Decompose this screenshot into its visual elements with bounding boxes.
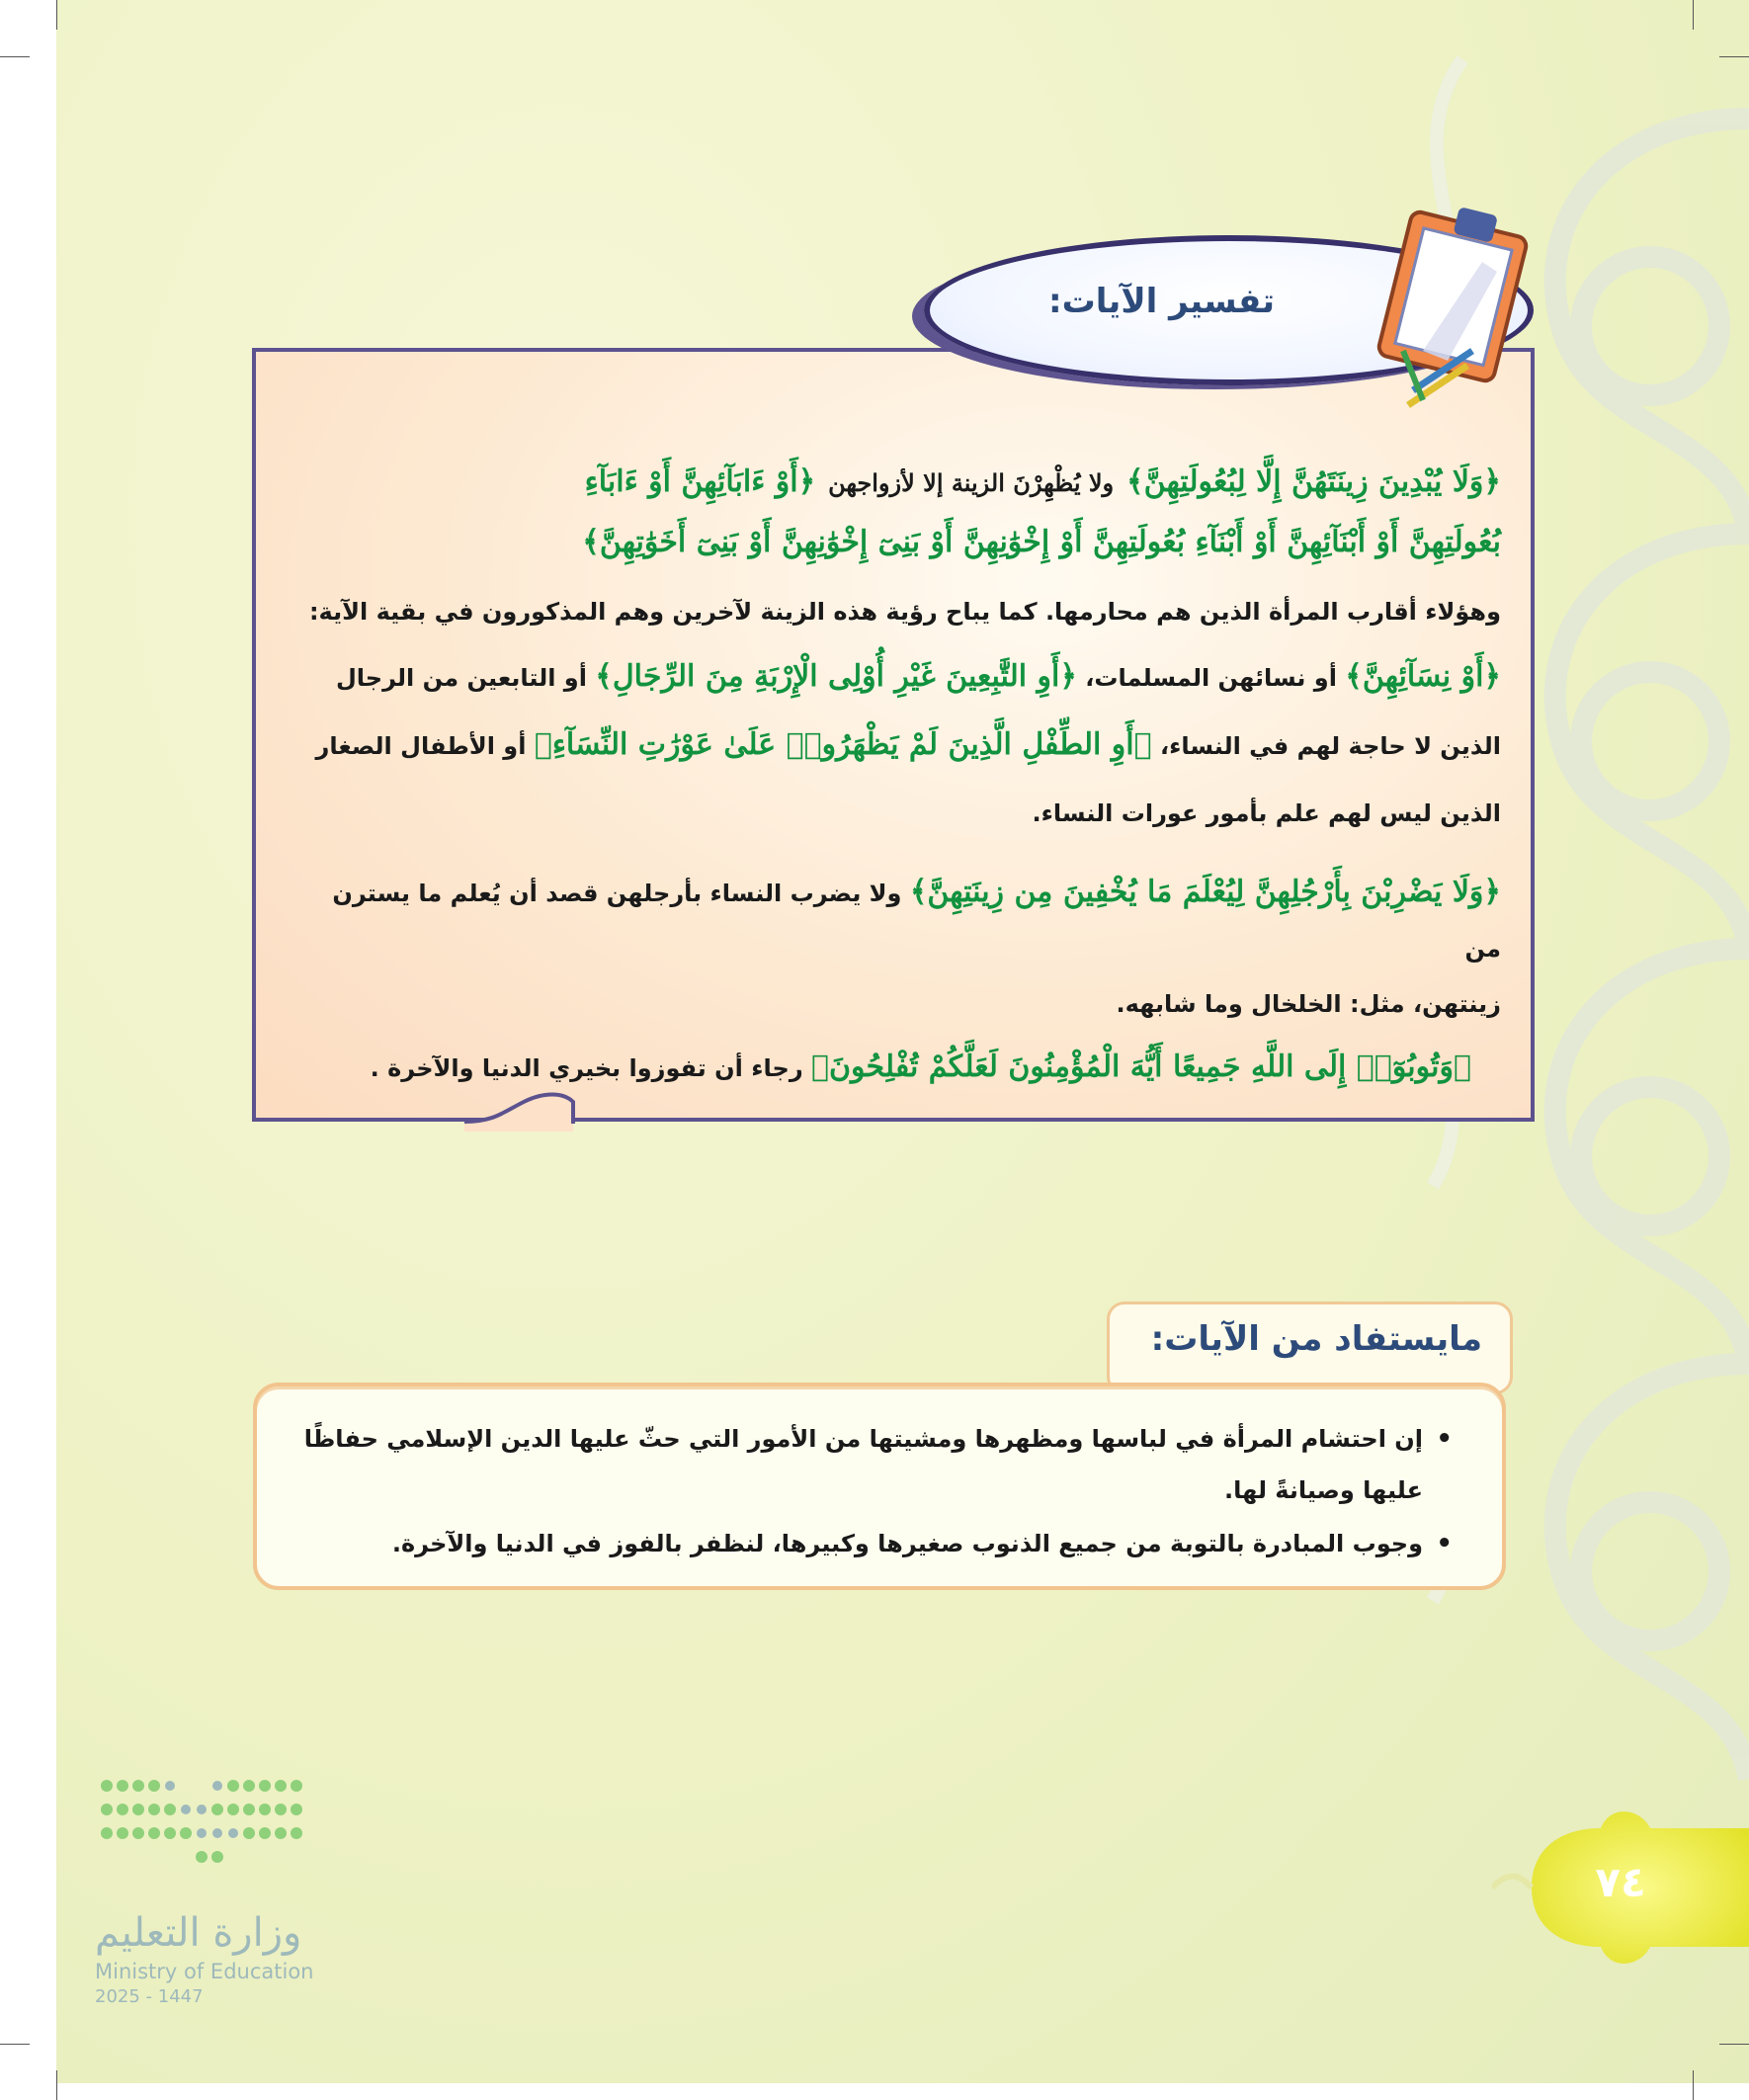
verse-text: ﴿أَوْ نِسَآئِهِنَّ﴾ [1345, 659, 1501, 694]
crop-mark [0, 56, 30, 57]
explanation-text: أو الأطفال الصغار [315, 732, 527, 760]
verse-text: ﴿وَتُوبُوٓا۟ إِلَى اللَّهِ جَمِيعًا أَيُّهَ الْمُؤْمِنُونَ لَعَلَّكُمْ تُفْلِحُونَ﴾ [811, 1050, 1471, 1084]
crop-mark [0, 2044, 30, 2045]
explanation-text: أو التابعين من الرجال [335, 664, 587, 692]
crop-mark [1719, 2044, 1749, 2045]
clipboard-icon [1364, 203, 1541, 415]
ministry-logo-icon [95, 1774, 312, 1883]
paragraph: الذين ليس لهم علم بأمور عورات النساء. [1032, 799, 1501, 827]
verse-text: ﴿وَلَا يُبْدِينَ زِينَتَهُنَّ إِلَّا لِبُعُولَتِهِنَّ﴾ [1126, 464, 1501, 499]
bullet-icon: • [1436, 1529, 1453, 1558]
paragraph: وهؤلاء أقارب المرأة الذين هم محارمها. كما يباح رؤية هذه الزينة لآخرين وهم المذكورون في بقية الآية: [308, 598, 1501, 626]
page-number: ٧٤ [1595, 1858, 1646, 1906]
paragraph: زينتهن، مثل: الخلخال وما شابهه. [1116, 990, 1501, 1018]
tafsir-title: تفسير الآيات: [1048, 282, 1275, 321]
explanation-text: رجاء أن تفوزوا بخيري الدنيا والآخرة . [370, 1054, 803, 1082]
ministry-name-arabic: وزارة التعليم [95, 1910, 302, 1956]
benefits-list [296, 1413, 1453, 1569]
crop-mark [56, 2070, 57, 2100]
box-tab-notch [464, 1082, 583, 1132]
list-item [296, 1413, 1453, 1516]
ministry-year: 2025 - 1447 [95, 1986, 204, 2007]
verse-text: ﴿أَوِ الطِّفْلِ الَّذِينَ لَمْ يَظْهَرُوا۟ عَلَىٰ عَوْرَٰتِ النِّسَآءِ﴾ [534, 727, 1152, 762]
ministry-name-english: Ministry of Education [95, 1960, 314, 1983]
verse-text: بُعُولَتِهِنَّ أَوْ أَبْنَآئِهِنَّ أَوْ أَبْنَآءِ بُعُولَتِهِنَّ أَوْ إِخْوَٰنِهِنَّ أَوْ بَنِىٓ إِخْوَٰنِهِنَّ أَوْ بَنِىٓ أَخَوَٰتِهِنَّ﴾ [582, 525, 1501, 559]
verse-line-1 [295, 451, 1501, 511]
list-item-text: وجوب المبادرة بالتوبة من جميع الذنوب صغيرها وكبيرها، لنظفر بالفوز في الدنيا والآخرة. [391, 1530, 1423, 1557]
paragraph [295, 865, 1501, 976]
paragraph [295, 717, 1501, 774]
tafsir-content [295, 451, 1501, 1096]
explanation-text: ولا يُظْهِرْنَ الزينة إلا لأزواجهن [828, 468, 1115, 497]
verse-text: ﴿أَوْ ءَابَآئِهِنَّ أَوْ ءَابَآءِ [584, 464, 816, 499]
paragraph [295, 649, 1501, 706]
benefits-title: مايستفاد من الآيات: [1150, 1319, 1482, 1359]
explanation-text: الذين لا حاجة لهم في النساء، [1159, 732, 1501, 760]
crop-mark [1693, 2070, 1694, 2100]
crop-mark [56, 0, 57, 30]
tafsir-box [252, 348, 1535, 1122]
list-item-text: إن احتشام المرأة في لباسها ومظهرها ومشيتها من الأمور التي حثّ عليها الدين الإسلامي حفاظًا عليها وصيانةً لها. [303, 1425, 1423, 1504]
crop-mark [1693, 0, 1694, 30]
verse-text: ﴿أَوِ التَّٰبِعِينَ غَيْرِ أُوْلِى الْإِرْبَةِ مِنَ الرِّجَالِ﴾ [595, 659, 1077, 694]
list-item [296, 1518, 1453, 1569]
verse-line-2 [295, 511, 1501, 570]
verse-text: ﴿وَلَا يَضْرِبْنَ بِأَرْجُلِهِنَّ لِيُعْلَمَ مَا يُخْفِينَ مِن زِينَتِهِنَّ﴾ [909, 875, 1501, 909]
explanation-text: أو نسائهن المسلمات، [1085, 664, 1337, 692]
bullet-icon: • [1436, 1424, 1453, 1454]
crop-mark [1719, 56, 1749, 57]
explanation-text: ولا يضرب النساء بأرجلهن قصد أن يُعلم ما يسترن من [332, 880, 1501, 963]
